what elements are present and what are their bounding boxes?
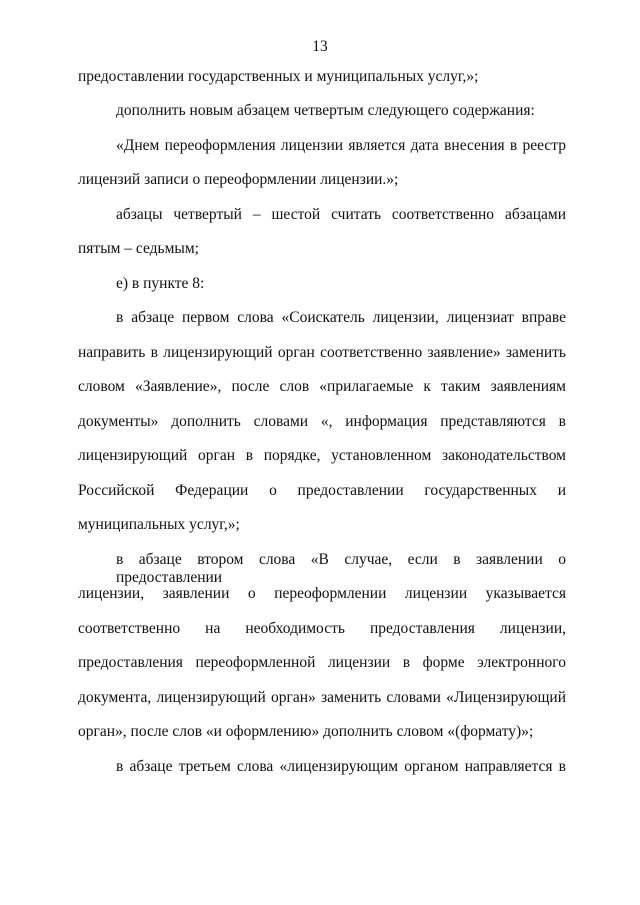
text-line: абзацы четвертый – шестой считать соответственно абзацами [116, 206, 566, 223]
page-number: 13 [312, 38, 328, 55]
text-line: предоставления переоформленной лицензии в форме электронного [78, 654, 566, 671]
text-line: в абзаце первом слова «Соискатель лицензии, лицензиат вправе [116, 309, 566, 326]
text-line: документы» дополнить словами «, информация представляются в [78, 413, 566, 430]
text-line: соответственно на необходимость предоставления лицензии, [78, 620, 566, 637]
text-line: лицензий записи о переоформлении лицензии.»; [78, 171, 399, 188]
text-line: предоставлении государственных и муниципальных услуг,»; [78, 68, 479, 85]
text-line: документа, лицензирующий орган» заменить словами «Лицензирующий [78, 689, 566, 706]
text-line: дополнить новым абзацем четвертым следующего содержания: [116, 102, 535, 119]
text-line: «Днем переоформления лицензии является дата внесения в реестр [116, 137, 566, 154]
text-line: лицензии, заявлении о переоформлении лицензии указывается [78, 585, 566, 602]
text-line: словом «Заявление», после слов «прилагаемые к таким заявлениям [78, 378, 566, 395]
text-line: Российской Федерации о предоставлении государственных и [78, 482, 566, 499]
text-line: орган», после слов «и оформлению» дополнить словом «(формату)»; [78, 723, 534, 740]
text-line: в абзаце втором слова «В случае, если в заявлении о предоставлении [116, 551, 566, 586]
text-line: лицензирующий орган в порядке, установленном законодательством [78, 447, 566, 464]
text-line: направить в лицензирующий орган соответственно заявление» заменить [78, 344, 566, 361]
text-line: в абзаце третьем слова «лицензирующим органом направляется в [116, 758, 566, 775]
text-line: е) в пункте 8: [116, 275, 205, 292]
text-line: муниципальных услуг,»; [78, 516, 240, 533]
text-line: пятым – седьмым; [78, 240, 199, 257]
